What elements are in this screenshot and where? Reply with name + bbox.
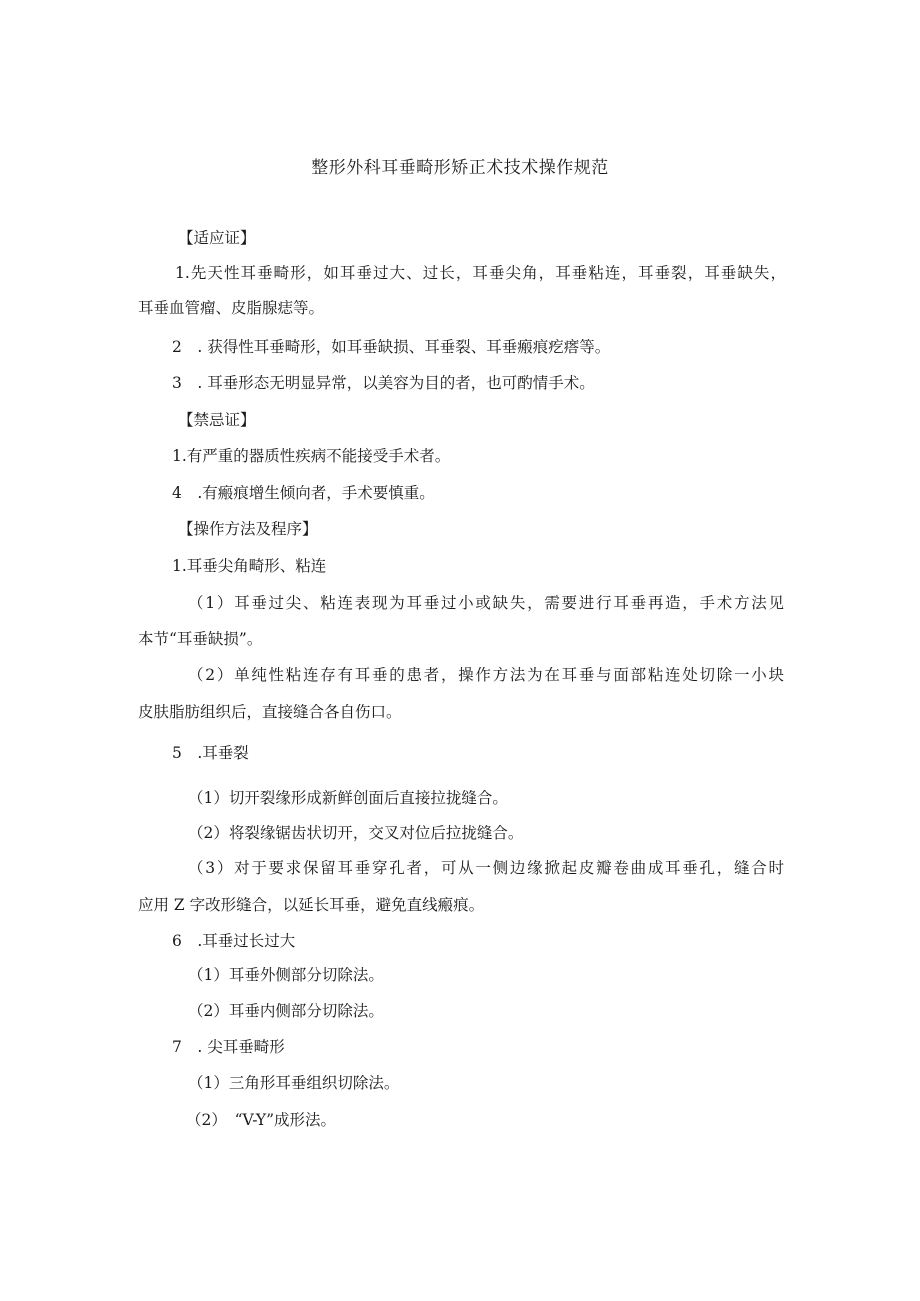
paragraph-line: 本节“耳垂缺损”。 — [138, 630, 263, 648]
paragraph-line: （1）耳垂外侧部分切除法。 — [188, 966, 384, 984]
paragraph-line: （1）耳垂过尖、粘连表现为耳垂过小或缺失，需要进行耳垂再造，手术方法见 — [188, 594, 784, 612]
paragraph-line: （2）将裂缘锯齿状切开，交叉对位后拉拢缝合。 — [188, 824, 524, 842]
section-heading-indications: 【适应证】 — [178, 229, 256, 247]
paragraph-line: （2）耳垂内侧部分切除法。 — [188, 1002, 384, 1020]
paragraph-line: 3 . 耳垂形态无明显异常，以美容为目的者，也可酌情手术。 — [172, 374, 595, 392]
paragraph-line: 皮肤脂肪组织后，直接缝合各自伤口。 — [138, 703, 402, 721]
paragraph-line: （3）对于要求保留耳垂穿孔者，可从一侧边缘掀起皮瓣卷曲成耳垂孔，缝合时 — [188, 859, 784, 877]
paragraph-line: （2）单纯性粘连存有耳垂的患者，操作方法为在耳垂与面部粘连处切除一小块 — [188, 666, 784, 684]
subsection-heading: 1.耳垂尖角畸形、粘连 — [172, 557, 327, 575]
section-heading-procedures: 【操作方法及程序】 — [178, 520, 318, 538]
document-title: 整形外科耳垂畸形矫正术技术操作规范 — [311, 158, 609, 178]
paragraph-line: 1.有严重的器质性疾病不能接受手术者。 — [172, 447, 451, 465]
paragraph-line: 1.先天性耳垂畸形，如耳垂过大、过长，耳垂尖角，耳垂粘连，耳垂裂，耳垂缺失， — [175, 264, 786, 282]
subsection-heading: 7 . 尖耳垂畸形 — [172, 1038, 285, 1056]
subsection-heading: 5 .耳垂裂 — [172, 744, 249, 762]
section-heading-contraindications: 【禁忌证】 — [178, 411, 256, 429]
paragraph-line: （1）切开裂缘形成新鲜创面后直接拉拢缝合。 — [188, 789, 508, 807]
paragraph-line: 耳垂血管瘤、皮脂腺痣等。 — [138, 299, 325, 317]
paragraph-line: 4 .有瘢痕增生倾向者，手术要慎重。 — [172, 484, 435, 502]
subsection-heading: 6 .耳垂过长过大 — [172, 932, 296, 950]
paragraph-line: 应用 Z 字改形缝合，以延长耳垂，避免直线瘢痕。 — [138, 896, 485, 914]
paragraph-line: 2 . 获得性耳垂畸形，如耳垂缺损、耳垂裂、耳垂瘢痕疙瘩等。 — [172, 338, 611, 356]
paragraph-line: （1）三角形耳垂组织切除法。 — [188, 1074, 400, 1092]
paragraph-line: （2） “V-Y”成形法。 — [186, 1111, 336, 1129]
